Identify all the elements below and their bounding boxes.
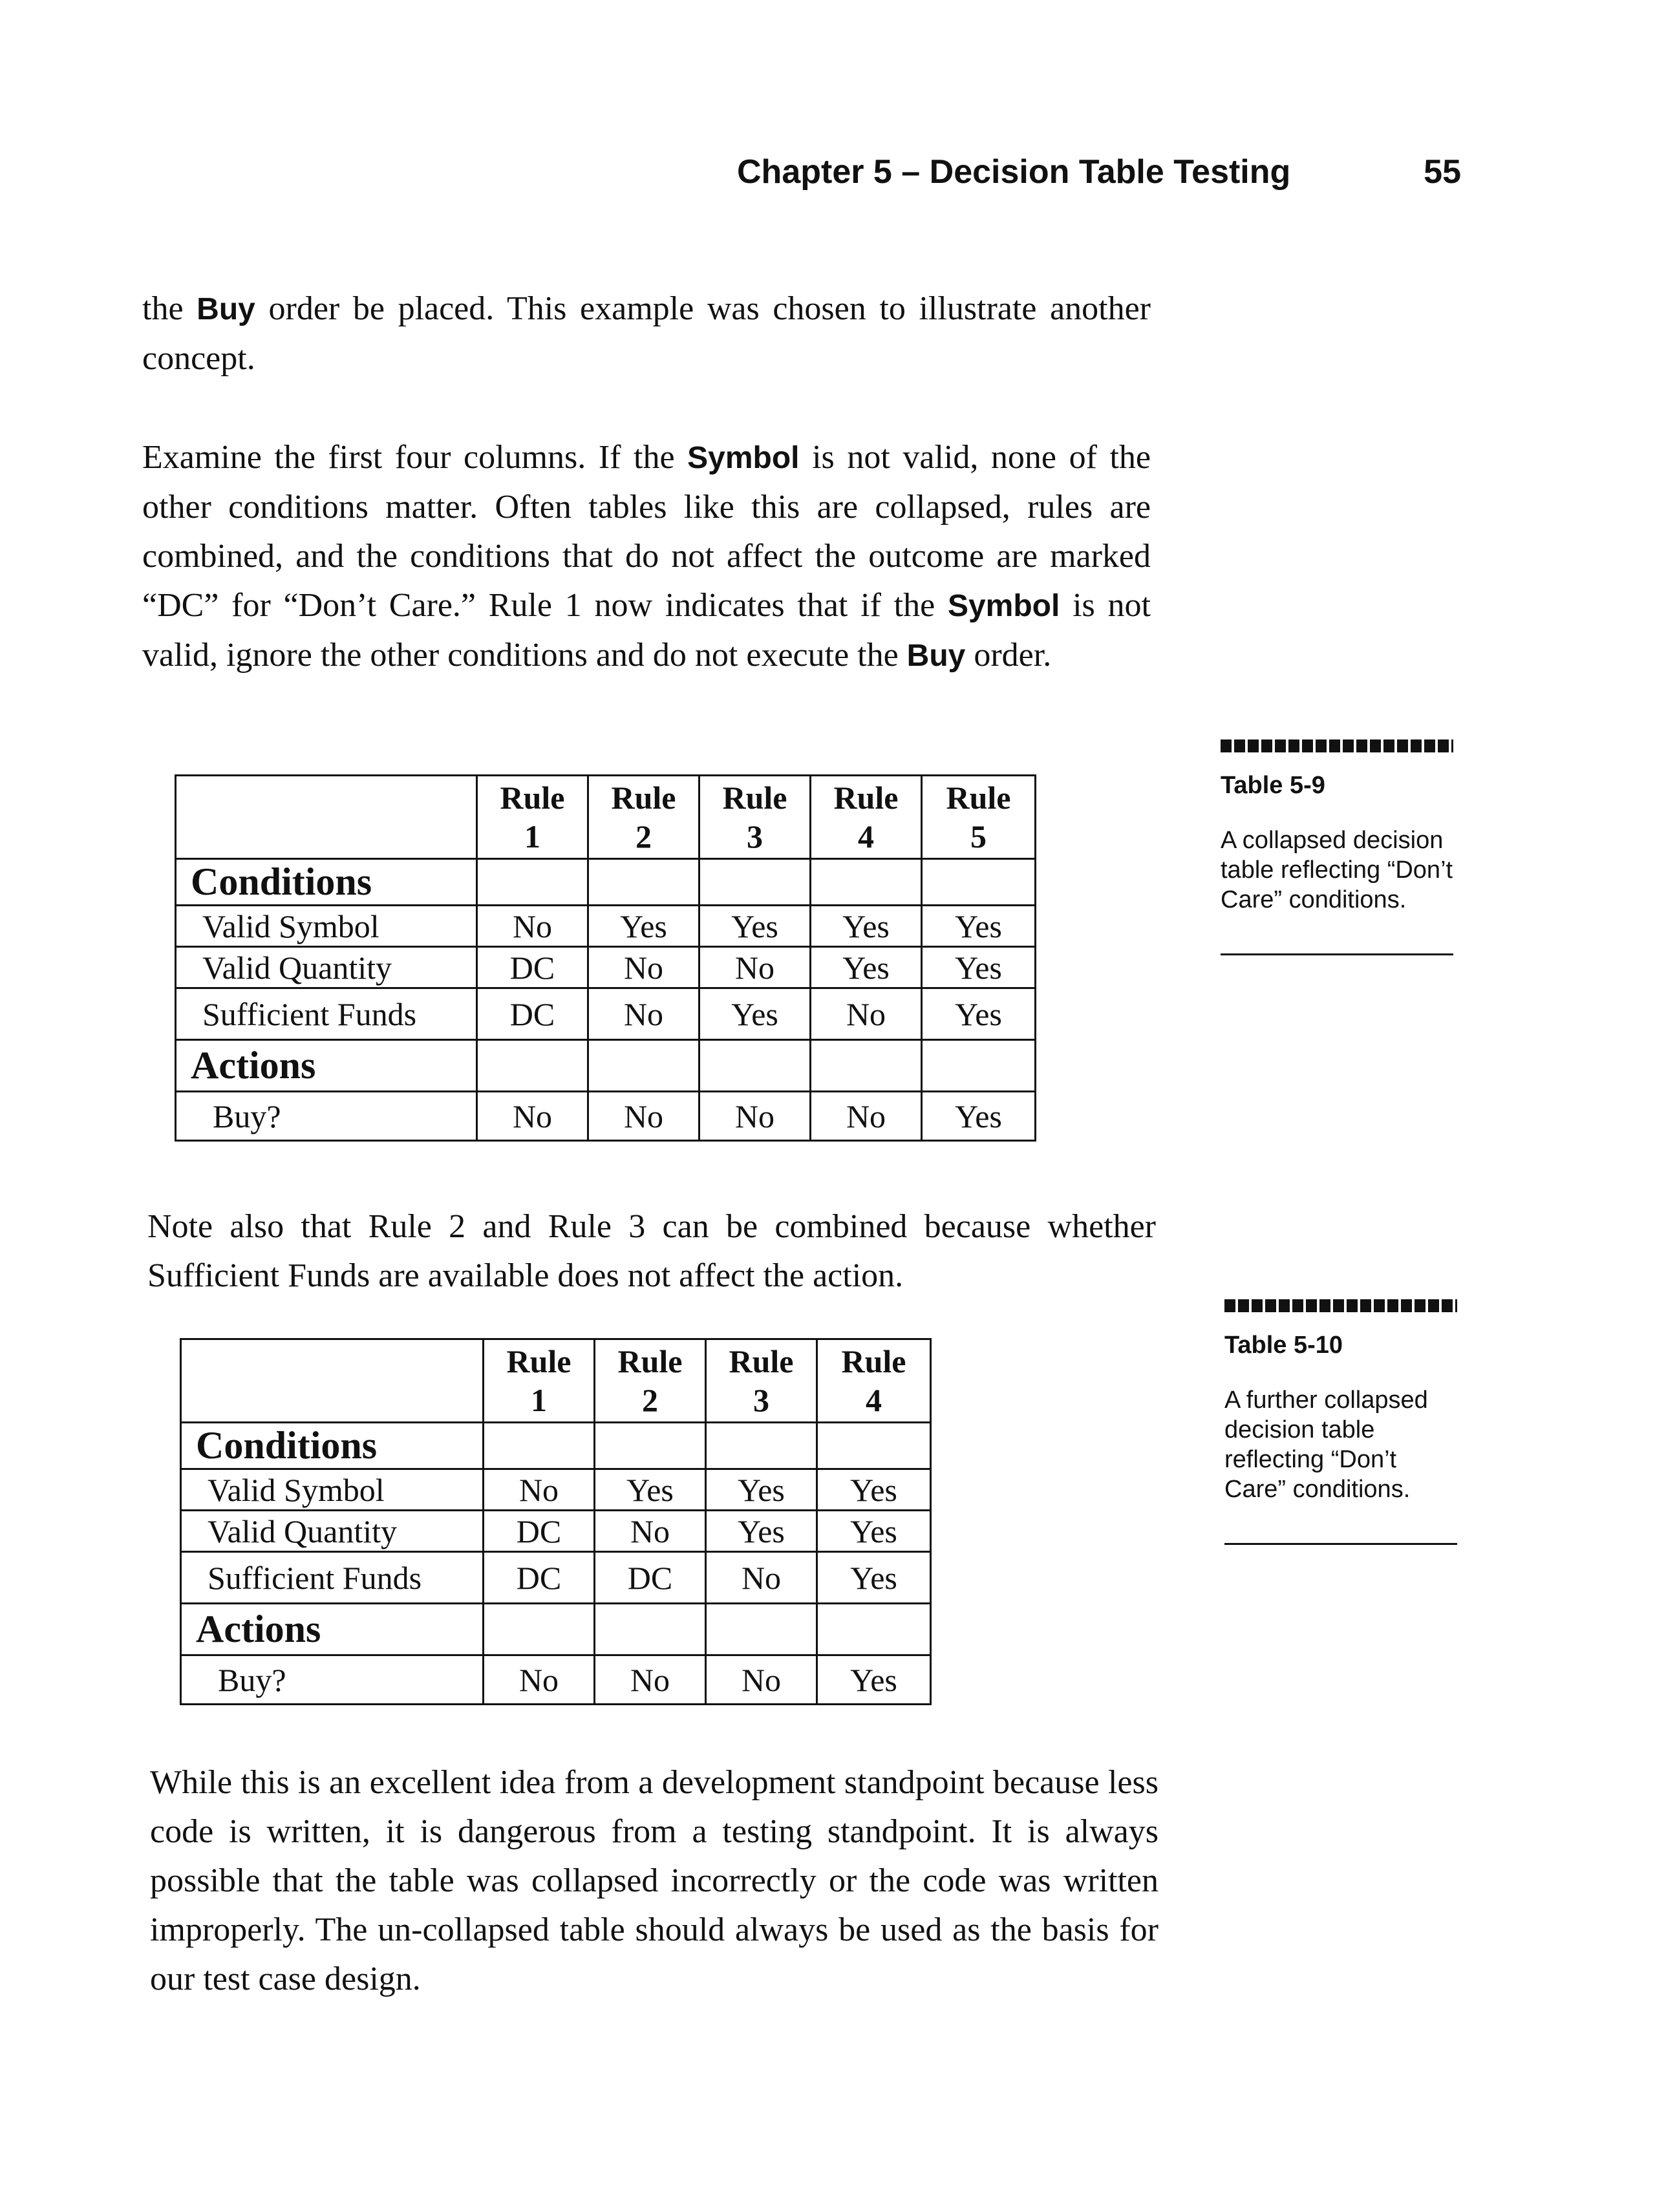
decision-table-5-10 bbox=[180, 1338, 932, 1705]
sidebar-title: Table 5-10 bbox=[1224, 1332, 1343, 1359]
table-cell: No bbox=[699, 947, 811, 988]
table-cell: No bbox=[706, 1552, 817, 1604]
empty-cell bbox=[817, 1604, 931, 1655]
condition-row bbox=[181, 1552, 931, 1604]
keyword-buy: Buy bbox=[906, 639, 966, 673]
condition-row bbox=[181, 1511, 931, 1552]
empty-cell bbox=[699, 1040, 811, 1092]
actions-section-row bbox=[176, 1040, 1036, 1092]
table-cell: Yes bbox=[811, 906, 922, 947]
rule-number: 1 bbox=[524, 818, 540, 855]
table-cell: DC bbox=[595, 1552, 706, 1604]
table-cell: No bbox=[484, 1469, 595, 1511]
rule-header bbox=[811, 776, 922, 859]
decision-table-5-9 bbox=[175, 774, 1036, 1142]
table-cell: Yes bbox=[706, 1469, 817, 1511]
condition-label: Valid Symbol bbox=[181, 1469, 484, 1511]
table-cell: No bbox=[595, 1511, 706, 1552]
header-blank-cell bbox=[176, 776, 477, 859]
table-cell: Yes bbox=[588, 906, 699, 947]
conditions-heading: Conditions bbox=[176, 859, 477, 906]
rule-header bbox=[588, 776, 699, 859]
rule-header bbox=[699, 776, 811, 859]
paragraph-1-text-b: order be placed. This example was chosen to illustrate another concept. bbox=[142, 290, 1151, 377]
sidebar-caption: A collapsed decision table reflecting “Don’t Care” conditions. bbox=[1221, 827, 1453, 913]
condition-label: Sufficient Funds bbox=[176, 988, 477, 1040]
rule-header-row bbox=[181, 1339, 931, 1423]
empty-cell bbox=[922, 1040, 1036, 1092]
condition-row bbox=[176, 947, 1036, 988]
table-cell: Yes bbox=[706, 1511, 817, 1552]
sidebar-rule bbox=[1221, 953, 1453, 955]
actions-heading: Actions bbox=[176, 1040, 477, 1092]
rule-number: 4 bbox=[858, 818, 874, 855]
rule-word: Rule bbox=[946, 780, 1011, 816]
condition-label: Valid Quantity bbox=[176, 947, 477, 988]
empty-cell bbox=[811, 859, 922, 906]
empty-cell bbox=[477, 1040, 588, 1092]
sidebar-table-5-10 bbox=[1224, 1299, 1457, 1545]
table-cell: DC bbox=[484, 1511, 595, 1552]
empty-cell bbox=[699, 859, 811, 906]
empty-cell bbox=[706, 1423, 817, 1469]
paragraph-2-text-d: order. bbox=[965, 637, 1052, 674]
table-cell: No bbox=[588, 988, 699, 1040]
conditions-section-row bbox=[176, 859, 1036, 906]
keyword-buy: Buy bbox=[197, 292, 255, 326]
table-cell: Yes bbox=[817, 1552, 931, 1604]
table-cell: No bbox=[477, 906, 588, 947]
table-cell: DC bbox=[477, 947, 588, 988]
empty-cell bbox=[817, 1423, 931, 1469]
page-number: 55 bbox=[1424, 153, 1461, 191]
page-header bbox=[737, 153, 1461, 198]
table-cell: No bbox=[588, 947, 699, 988]
rule-number: 2 bbox=[635, 818, 652, 855]
paragraph-4: While this is an excellent idea from a development standpoint because less code is written, it is dangerous from a testing standpoint. It is always possible that the table was collapsed incorrectly or the code was written improperly. The un-collapsed table should always be used as the basis for our test case design. bbox=[150, 1764, 1158, 1997]
sidebar-caption: A further collapsed decision table reflecting “Don’t Care” conditions. bbox=[1224, 1387, 1428, 1503]
table-cell: No bbox=[588, 1092, 699, 1141]
empty-cell bbox=[588, 1040, 699, 1092]
condition-label: Valid Quantity bbox=[181, 1511, 484, 1552]
rule-word: Rule bbox=[833, 780, 899, 816]
table-cell: Yes bbox=[817, 1655, 931, 1705]
action-row bbox=[181, 1655, 931, 1705]
empty-cell bbox=[595, 1423, 706, 1469]
actions-section-row bbox=[181, 1604, 931, 1655]
table-cell: No bbox=[484, 1655, 595, 1705]
table-cell: DC bbox=[484, 1552, 595, 1604]
table-cell: Yes bbox=[922, 906, 1036, 947]
paragraph-2-text-b: is not valid, none of the other conditions matter. Often tables like this are collapsed, rules are combined, and the conditions that do not affect the outcome are marked “DC” for “Don’t Care.” Rule 1 now indicates that if the bbox=[142, 439, 1151, 624]
condition-label: Sufficient Funds bbox=[181, 1552, 484, 1604]
rule-number: 5 bbox=[970, 818, 987, 855]
condition-row bbox=[181, 1469, 931, 1511]
header-blank-cell bbox=[181, 1339, 484, 1423]
action-label: Buy? bbox=[176, 1092, 477, 1141]
paragraph-2-text-c: is not valid, ignore the other conditions and do not execute the bbox=[142, 587, 1151, 674]
rule-header bbox=[817, 1339, 931, 1423]
table-cell: Yes bbox=[811, 947, 922, 988]
empty-cell bbox=[706, 1604, 817, 1655]
rule-header bbox=[477, 776, 588, 859]
chapter-title: Chapter 5 – Decision Table Testing bbox=[737, 153, 1291, 191]
rule-word: Rule bbox=[500, 780, 565, 816]
table-cell: No bbox=[477, 1092, 588, 1141]
rule-word: Rule bbox=[611, 780, 676, 816]
sidebar-table-5-9 bbox=[1221, 739, 1453, 955]
rule-word: Rule bbox=[729, 1343, 794, 1379]
table-cell: Yes bbox=[922, 988, 1036, 1040]
table-cell: No bbox=[595, 1655, 706, 1705]
rule-word: Rule bbox=[617, 1343, 683, 1379]
table-cell: Yes bbox=[817, 1511, 931, 1552]
table-cell: Yes bbox=[699, 988, 811, 1040]
table-cell: Yes bbox=[922, 1092, 1036, 1141]
paragraph-1 bbox=[142, 284, 1151, 383]
action-row bbox=[176, 1092, 1036, 1141]
rule-number: 3 bbox=[753, 1382, 769, 1418]
rule-header bbox=[706, 1339, 817, 1423]
table-cell: No bbox=[699, 1092, 811, 1141]
table-cell: Yes bbox=[699, 906, 811, 947]
rule-number: 3 bbox=[747, 818, 763, 855]
rule-number: 1 bbox=[531, 1382, 547, 1418]
empty-cell bbox=[595, 1604, 706, 1655]
paragraph-2-text-a: Examine the first four columns. If the bbox=[142, 439, 688, 476]
table-cell: No bbox=[706, 1655, 817, 1705]
rule-number: 4 bbox=[866, 1382, 882, 1418]
rule-number: 2 bbox=[642, 1382, 658, 1418]
actions-heading: Actions bbox=[181, 1604, 484, 1655]
empty-cell bbox=[811, 1040, 922, 1092]
table-cell: Yes bbox=[817, 1469, 931, 1511]
rule-header bbox=[595, 1339, 706, 1423]
action-label: Buy? bbox=[181, 1655, 484, 1705]
keyword-symbol: Symbol bbox=[947, 589, 1060, 623]
sidebar-rule bbox=[1224, 1543, 1457, 1545]
paragraph-2 bbox=[142, 433, 1151, 681]
keyword-symbol: Symbol bbox=[687, 441, 800, 475]
sidebar-bar bbox=[1221, 739, 1453, 752]
table-cell: No bbox=[811, 1092, 922, 1141]
paragraph-1-text-a: the bbox=[142, 290, 197, 327]
condition-label: Valid Symbol bbox=[176, 906, 477, 947]
sidebar-title: Table 5-9 bbox=[1221, 772, 1325, 799]
condition-row bbox=[176, 906, 1036, 947]
conditions-heading: Conditions bbox=[181, 1423, 484, 1469]
table-cell: No bbox=[811, 988, 922, 1040]
rule-header-row bbox=[176, 776, 1036, 859]
rule-word: Rule bbox=[841, 1343, 906, 1379]
table-cell: DC bbox=[477, 988, 588, 1040]
rule-header bbox=[922, 776, 1036, 859]
empty-cell bbox=[922, 859, 1036, 906]
empty-cell bbox=[484, 1423, 595, 1469]
rule-word: Rule bbox=[722, 780, 787, 816]
empty-cell bbox=[588, 859, 699, 906]
sidebar-bar bbox=[1224, 1299, 1457, 1312]
empty-cell bbox=[484, 1604, 595, 1655]
table-cell: Yes bbox=[595, 1469, 706, 1511]
condition-row bbox=[176, 988, 1036, 1040]
conditions-section-row bbox=[181, 1423, 931, 1469]
paragraph-3: Note also that Rule 2 and Rule 3 can be combined because whether Sufficient Funds are available does not affect the action. bbox=[147, 1208, 1156, 1294]
empty-cell bbox=[477, 859, 588, 906]
table-cell: Yes bbox=[922, 947, 1036, 988]
rule-header bbox=[484, 1339, 595, 1423]
rule-word: Rule bbox=[506, 1343, 571, 1379]
